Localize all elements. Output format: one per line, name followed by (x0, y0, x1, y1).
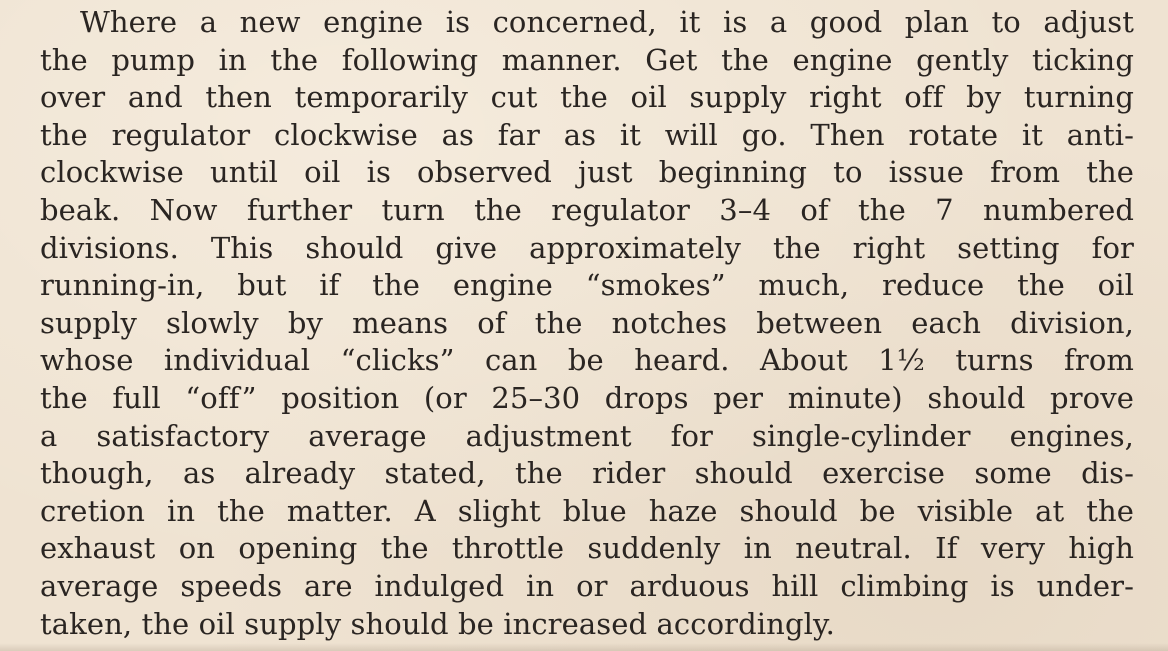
text-line: taken, the oil supply should be increased accordingly. (40, 606, 835, 641)
text-line: cretion in the matter. A slight blue haze should be visible at the (40, 493, 1134, 528)
body-paragraph (40, 4, 1134, 643)
text-line: running-in, but if the engine “smokes” much, reduce the oil (40, 268, 1134, 303)
text-line: divisions. This should give approximately the right setting for (40, 230, 1134, 265)
text-line: though, as already stated, the rider should exercise some dis- (40, 456, 1134, 491)
text-line: the regulator clockwise as far as it will go. Then rotate it anti- (40, 117, 1134, 152)
text-line: the pump in the following manner. Get the engine gently ticking (40, 42, 1134, 77)
text-line: whose individual “clicks” can be heard. About 1½ turns from (40, 343, 1134, 378)
text-line: a satisfactory average adjustment for single-cylinder engines, (40, 418, 1134, 453)
text-line: beak. Now further turn the regulator 3–4 of the 7 numbered (40, 192, 1134, 227)
text-line: clockwise until oil is observed just beginning to issue from the (40, 155, 1134, 190)
text-line: average speeds are indulged in or arduous hill climbing is under- (40, 568, 1134, 603)
page-bottom-shadow (0, 643, 1168, 651)
text-line: the full “off” position (or 25–30 drops per minute) should prove (40, 380, 1134, 415)
text-line: supply slowly by means of the notches between each division, (40, 305, 1134, 340)
text-line: over and then temporarily cut the oil supply right off by turning (40, 80, 1134, 115)
text-line: exhaust on opening the throttle suddenly in neutral. If very high (40, 531, 1134, 566)
text-line: Where a new engine is concerned, it is a good plan to adjust (80, 5, 1134, 39)
